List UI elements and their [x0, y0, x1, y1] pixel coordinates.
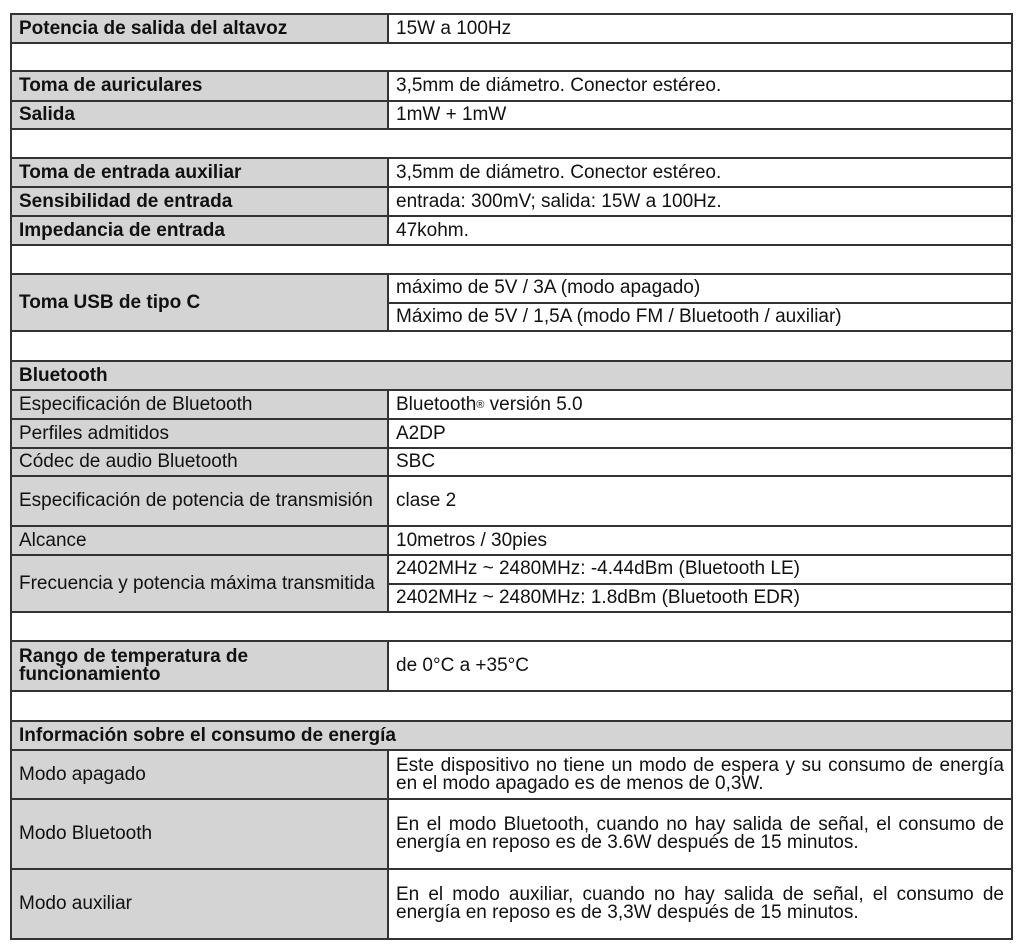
- row-potencia-tx: [12, 477, 1011, 527]
- value: entrada: 300mV; salida: 15W a 100Hz.: [396, 190, 722, 212]
- row-perfiles: [12, 420, 1011, 449]
- spacer-row: [12, 44, 1011, 72]
- value: 1mW + 1mW: [396, 104, 507, 125]
- value: clase 2: [396, 490, 457, 511]
- value: de 0°C a +35°C: [396, 655, 529, 676]
- row-temperatura: [12, 642, 1011, 692]
- label: Modo Bluetooth: [12, 800, 389, 868]
- row-frecuencia: [12, 556, 1011, 613]
- section-header-consumo: [12, 722, 1011, 751]
- registered-mark: ®: [476, 398, 485, 411]
- row-bt-spec: [12, 391, 1011, 420]
- label: Toma USB de tipo C: [12, 275, 389, 330]
- label: Rango de temperatura de funcionamiento: [12, 642, 389, 690]
- spacer-row: [12, 130, 1011, 159]
- row-alcance: [12, 527, 1011, 556]
- section-header-bluetooth: [12, 362, 1011, 391]
- value: [389, 391, 1011, 418]
- value-text: Bluetooth: [396, 393, 477, 415]
- row-codec: [12, 449, 1011, 477]
- label: Perfiles admitidos: [12, 420, 389, 447]
- label: Sensibilidad de entrada: [12, 188, 389, 215]
- label: Toma de auriculares: [12, 72, 389, 100]
- row-sensibilidad: [12, 188, 1011, 217]
- value: 15W a 100Hz: [396, 17, 512, 39]
- spacer-row: [12, 332, 1011, 362]
- row-impedancia: [12, 217, 1011, 246]
- label: Especificación de potencia de transmisión: [12, 477, 389, 525]
- value: Máximo de 5V / 1,5A (modo FM / Bluetooth / auxiliar): [396, 305, 842, 327]
- value: 47kohm.: [396, 219, 469, 241]
- label: Impedancia de entrada: [12, 217, 389, 244]
- value: 3,5mm de diámetro. Conector estéreo.: [396, 161, 722, 183]
- label: Salida: [12, 102, 389, 128]
- label: Códec de audio Bluetooth: [12, 449, 389, 475]
- row-aux: [12, 159, 1011, 188]
- value: Este dispositivo no tiene un modo de espera y su consumo de energía en el modo apagado es de menos de 0,3W.: [396, 754, 1004, 794]
- value-text: versión 5.0: [484, 393, 583, 415]
- label: Especificación de Bluetooth: [12, 391, 389, 418]
- section-title: Bluetooth: [12, 362, 1011, 389]
- value: 10metros / 30pies: [396, 529, 548, 551]
- row-usb: [12, 275, 1011, 332]
- spec-table: [10, 13, 1013, 940]
- value: En el modo Bluetooth, cuando no hay salida de señal, el consumo de energía en reposo es de 3.6W después de 15 minutos.: [396, 814, 1004, 853]
- value: SBC: [396, 451, 436, 472]
- row-auriculares: [12, 72, 1011, 102]
- value: 3,5mm de diámetro. Conector estéreo.: [396, 75, 722, 96]
- row-modo-aux: [12, 870, 1011, 938]
- label: Toma de entrada auxiliar: [12, 159, 389, 186]
- spacer-row: [12, 692, 1011, 722]
- label: Modo auxiliar: [12, 870, 389, 938]
- value: máximo de 5V / 3A (modo apagado): [389, 275, 1011, 304]
- label: Potencia de salida del altavoz: [12, 15, 389, 42]
- value: 2402MHz ~ 2480MHz: -4.44dBm (Bluetooth LE): [389, 556, 1011, 585]
- row-potencia: [12, 15, 1011, 44]
- value: En el modo auxiliar, cuando no hay salida de señal, el consumo de energía en reposo es de 3,3W después de 15 minutos.: [396, 884, 1004, 923]
- value: 2402MHz ~ 2480MHz: 1.8dBm (Bluetooth EDR): [396, 586, 800, 608]
- row-salida: [12, 102, 1011, 130]
- spacer-row: [12, 246, 1011, 275]
- row-apagado: [12, 751, 1011, 800]
- label: Modo apagado: [12, 751, 389, 798]
- value: A2DP: [396, 422, 446, 444]
- row-modo-bt: [12, 800, 1011, 870]
- label: Frecuencia y potencia máxima transmitida: [12, 556, 389, 611]
- spacer-row: [12, 613, 1011, 642]
- section-title: Información sobre el consumo de energía: [12, 722, 1011, 749]
- label: Alcance: [12, 527, 389, 554]
